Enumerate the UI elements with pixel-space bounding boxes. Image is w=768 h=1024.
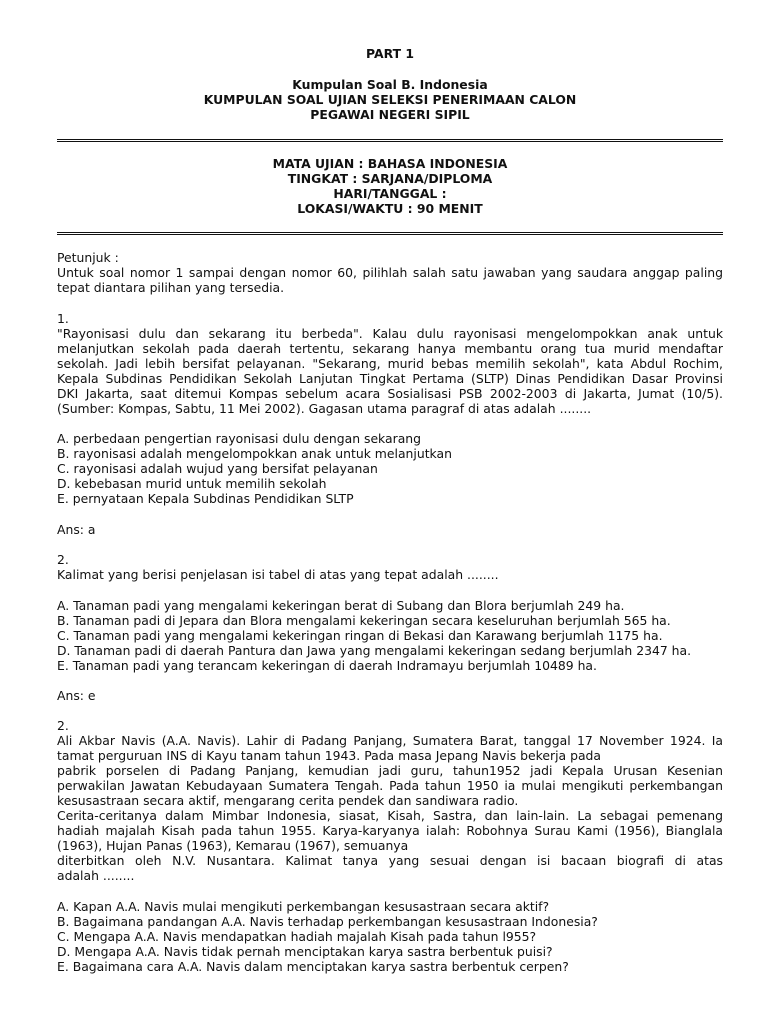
passage-line: kesusastraan secara aktif, mengarang cerita pendek dan sandiwara radio. [57, 793, 519, 808]
double-rule-top [57, 139, 723, 142]
passage-line: Kepala Subdinas Pendidikan Sekolah Lanjutan Tingkat Pertama (SLTP) Dinas Pendidikan Dasar Provinsi [57, 371, 723, 386]
question-text: Kalimat yang berisi penjelasan isi tabel di atas yang tepat adalah ........ [57, 567, 499, 582]
question-1 [57, 311, 723, 416]
answer-option: B. rayonisasi adalah mengelompokkan anak untuk melanjutkan [57, 446, 452, 461]
question-2-answer [57, 688, 723, 703]
exam-subject: MATA UJIAN : BAHASA INDONESIA [272, 156, 508, 171]
passage-line: hadiah majalah Kisah pada tahun 1955. Karya-karyanya ialah: Robohnya Surau Kami (1956), Bianglala [57, 823, 723, 838]
passage-line: melanjutkan sekolah pada daerah tertentu, sekarang hanya membantu orang tua murid mendaftar [57, 341, 723, 356]
passage-line: sekolah. Jadi lebih bersifat pelayanan. "Sekarang, murid bebas memilih sekolah", kata Abdul Rochim, [57, 356, 723, 371]
document-subtitle-1: KUMPULAN SOAL UJIAN SELEKSI PENERIMAAN CALON [203, 92, 577, 107]
passage-line: perwakilan Jawatan Kebudayaan Sumatera Tengah. Pada tahun 1950 ia mulai mengikuti perkembangan [57, 778, 723, 793]
instructions-line: Untuk soal nomor 1 sampai dengan nomor 60, pilihlah salah satu jawaban yang saudara anggap paling [57, 265, 723, 280]
answer-option: A. Tanaman padi yang mengalami kekeringan berat di Subang dan Blora berjumlah 249 ha. [57, 598, 625, 613]
question-1-answer [57, 522, 723, 537]
answer-option: D. Mengapa A.A. Navis tidak pernah menciptakan karya sastra berbentuk puisi? [57, 944, 553, 959]
question-number: 2. [57, 552, 69, 567]
answer-option: C. Mengapa A.A. Navis mendapatkan hadiah majalah Kisah pada tahun l955? [57, 929, 537, 944]
question-number: 1. [57, 311, 69, 326]
part-label: PART 1 [366, 46, 414, 61]
answer-option: E. Tanaman padi yang terancam kekeringan di daerah Indramayu berjumlah 10489 ha. [57, 658, 597, 673]
exam-date: HARI/TANGGAL : [333, 186, 447, 201]
answer-option: C. rayonisasi adalah wujud yang bersifat pelayanan [57, 461, 378, 476]
answer-option: D. Tanaman padi di daerah Pantura dan Jawa yang mengalami kekeringan sedang berjumlah 2347 ha. [57, 643, 692, 658]
instructions-heading: Petunjuk : [57, 250, 119, 265]
answer-option: B. Tanaman padi di Jepara dan Blora mengalami kekeringan secara keseluruhan berjumlah 565 ha. [57, 613, 671, 628]
answer-option: D. kebebasan murid untuk memilih sekolah [57, 476, 327, 491]
document-title: Kumpulan Soal B. Indonesia [292, 77, 488, 92]
exam-level: TINGKAT : SARJANA/DIPLOMA [287, 171, 493, 186]
instructions [57, 250, 723, 295]
exam-info [57, 156, 723, 216]
passage-line: (Sumber: Kompas, Sabtu, 11 Mei 2002). Gagasan utama paragraf di atas adalah ........ [57, 401, 592, 416]
passage-line: Ali Akbar Navis (A.A. Navis). Lahir di Padang Panjang, Sumatera Barat, tanggal 17 November 1924. Ia [57, 733, 723, 748]
answer-option: E. Bagaimana cara A.A. Navis dalam menciptakan karya sastra berbentuk cerpen? [57, 959, 569, 974]
question-3 [57, 718, 723, 883]
question-2-options [57, 598, 723, 673]
answer-option: E. pernyataan Kepala Subdinas Pendidikan SLTP [57, 491, 354, 506]
title-block [57, 77, 723, 122]
passage-line: tamat perguruan INS di Kayu tanam tahun 1943. Pada masa Jepang Navis bekerja pada [57, 748, 601, 763]
passage-line: "Rayonisasi dulu dan sekarang itu berbeda". Kalau dulu rayonisasi mengelompokkan anak untuk [57, 326, 723, 341]
question-2 [57, 552, 723, 582]
passage-line: pabrik porselen di Padang Panjang, kemudian jadi guru, tahun1952 jadi Kepala Urusan Kesenian [57, 763, 723, 778]
passage-line: adalah ........ [57, 868, 135, 883]
answer-option: C. Tanaman padi yang mengalami kekeringan ringan di Bekasi dan Karawang berjumlah 1175 ha. [57, 628, 663, 643]
answer-option: A. perbedaan pengertian rayonisasi dulu dengan sekarang [57, 431, 422, 446]
answer-option: B. Bagaimana pandangan A.A. Navis terhadap perkembangan kesusastraan Indonesia? [57, 914, 598, 929]
double-rule-bottom [57, 232, 723, 235]
document-header [57, 46, 723, 61]
passage-line: Cerita-ceritanya dalam Mimbar Indonesia, siasat, Kisah, Sastra, dan lain-lain. La sebagai pemenang [57, 808, 723, 823]
document-subtitle-2: PEGAWAI NEGERI SIPIL [310, 107, 470, 122]
answer-key: Ans: a [57, 522, 96, 537]
exam-location: LOKASI/WAKTU : 90 MENIT [297, 201, 483, 216]
question-1-options [57, 431, 723, 506]
answer-option: A. Kapan A.A. Navis mulai mengikuti perkembangan kesusastraan secara aktif? [57, 899, 550, 914]
passage-line: diterbitkan oleh N.V. Nusantara. Kalimat tanya yang sesuai dengan isi bacaan biografi di atas [57, 853, 723, 868]
question-number: 2. [57, 718, 69, 733]
answer-key: Ans: e [57, 688, 96, 703]
passage-line: DKI Jakarta, saat ditemui Kompas sebelum acara Sosialisasi PSB 2002-2003 di Jakarta, Jumat (10/5). [57, 386, 723, 401]
instructions-line: tepat diantara pilihan yang tersedia. [57, 280, 285, 295]
question-3-options [57, 899, 723, 974]
passage-line: (1963), Hujan Panas (1963), Kemarau (1967), semuanya [57, 838, 409, 853]
